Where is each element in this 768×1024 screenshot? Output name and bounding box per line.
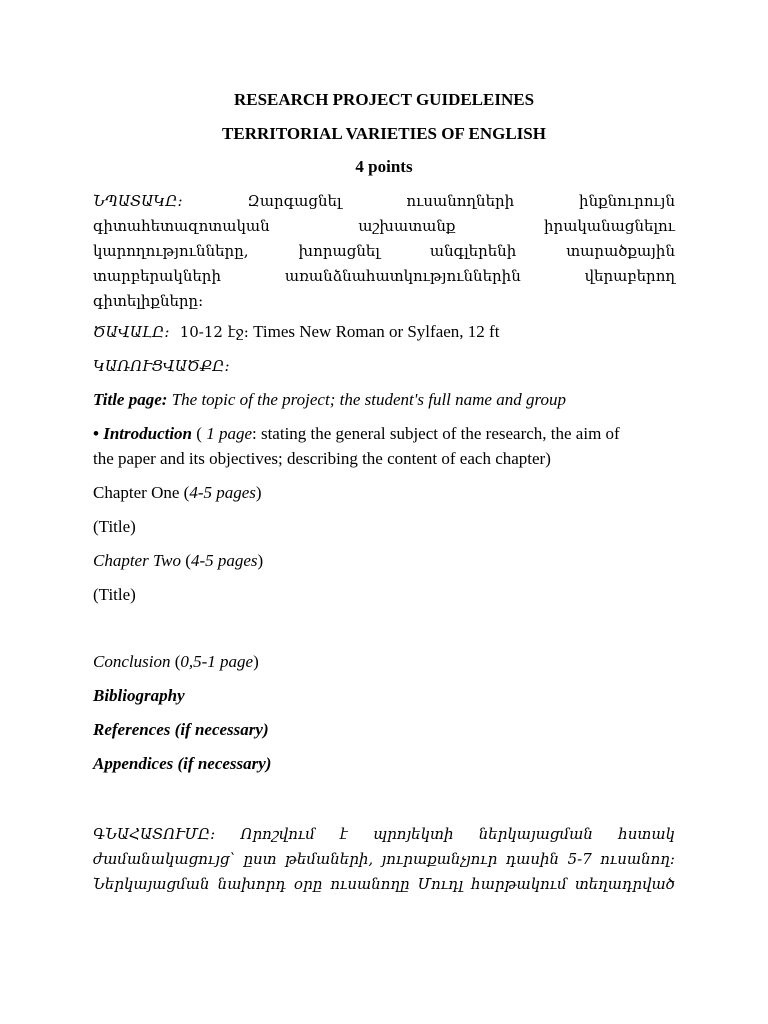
conclusion-label: Conclusion [93,652,171,671]
chapter-two-label: Chapter Two [93,551,182,570]
bibliography-label: Bibliography [93,686,185,705]
introduction-line: • Introduction ( 1 page: stating the general subject of the research, the aim of [93,424,620,443]
title-page-line: Title page: The topic of the project; the student's full name and group [93,390,566,409]
goal-line-4: տարբերակների առանձնահատկություններին վերաբերող [93,267,675,285]
evaluation-label: ԳՆԱՀԱՏՈՒՄԸ: [93,825,216,843]
chapter-one-label: Chapter One [93,483,180,502]
volume-label: ԾԱՎԱԼԸ: [93,323,170,341]
references-label: References (if necessary) [93,720,269,739]
title-page-label: Title page: [93,390,168,409]
volume-line: ԾԱՎԱԼԸ: 10-12 էջ: Times New Roman or Sylfaen, 12 ft [93,322,500,341]
introduction-label: Introduction [103,424,193,443]
goal-line-1: ՆՊԱՏԱԿԸ: Զարգացնել ուսանողների ինքնուրույն [93,192,675,210]
appendices-label: Appendices (if necessary) [93,754,272,773]
evaluation-line-1: ԳՆԱՀԱՏՈՒՄԸ: Որոշվում է պրոյեկտի ներկայացման հստակ [93,825,675,843]
goal-line-2: գիտահետազոտական աշխատանք իրականացնելու [93,217,675,235]
goal-label: ՆՊԱՏԱԿԸ: [93,192,183,210]
document-subtitle: TERRITORIAL VARIETIES OF ENGLISH [222,124,546,143]
document-title: RESEARCH PROJECT GUIDELEINES [233,90,535,109]
introduction-line-2: the paper and its objectives; describing the content of each chapter) [93,449,551,468]
structure-label: ԿԱՌՈՒՑՎԱԾՔԸ: [93,357,230,375]
evaluation-line-3: Ներկայացման նախորդ օրը ուսանողը Մուդլ հարթակում տեղադրված [93,875,675,893]
goal-line-3: կարողությունները, խորացնել անգլերենի տարածքային [93,242,675,260]
bullet: • [93,424,99,443]
points-label: 4 points [355,157,413,176]
conclusion-line: Conclusion (0,5-1 page) [93,652,259,671]
chapter-two-line: Chapter Two (4-5 pages) [93,551,264,570]
chapter-two-title: (Title) [93,585,136,604]
goal-line-5: գիտելիքները: [93,292,204,310]
chapter-one-title: (Title) [93,517,136,536]
chapter-one-line: Chapter One (4-5 pages) [93,483,262,502]
evaluation-line-2: ժամանակացույց՝ ըստ թեմաների, յուրաքանչյուր դասին 5-7 ուսանող: [93,850,675,868]
